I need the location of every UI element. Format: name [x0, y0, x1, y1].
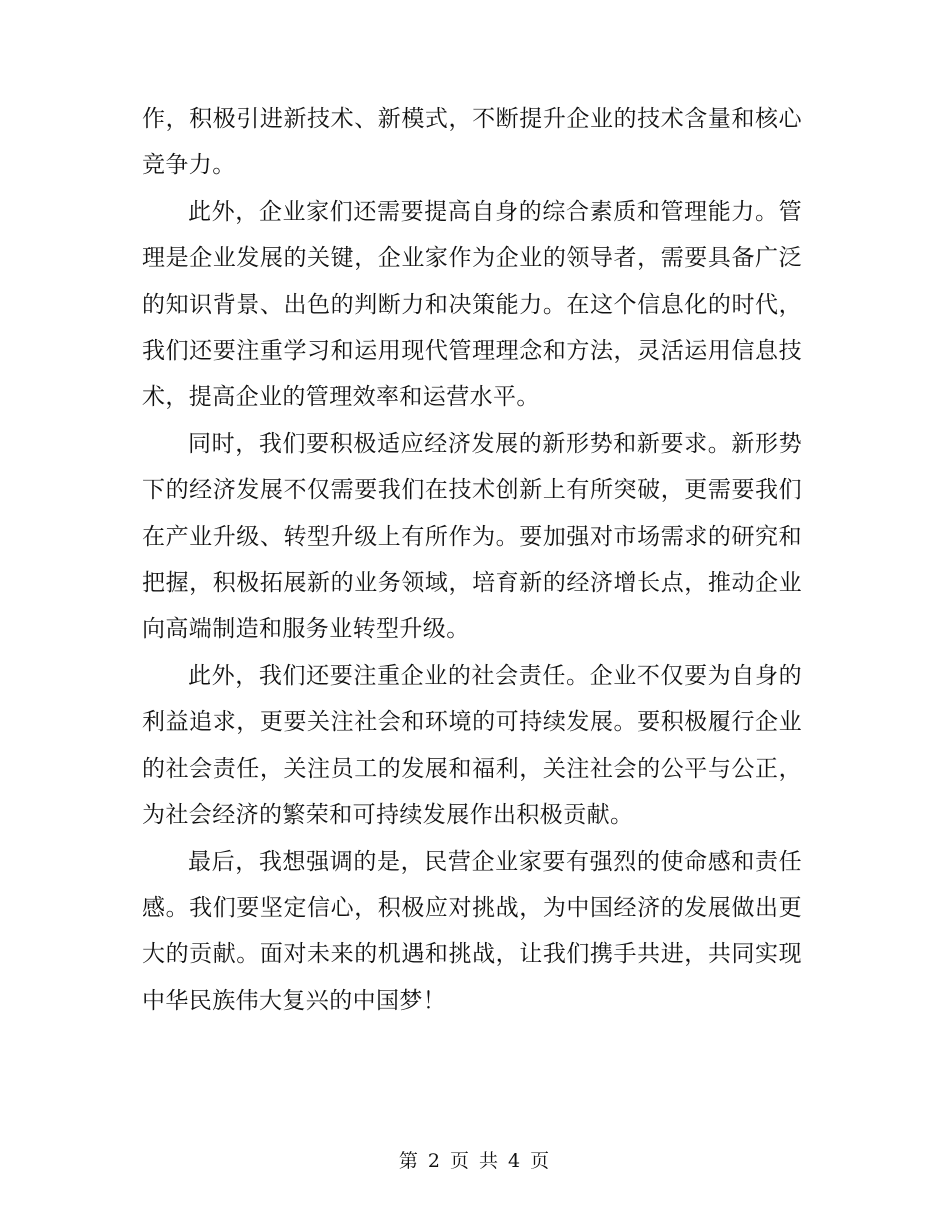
paragraph-conclusion: 最后，我想强调的是，民营企业家要有强烈的使命感和责任感。我们要坚定信心，积极应对挑战，为中国经济的发展做出更大的贡献。面对未来的机遇和挑战，让我们携手共进，共同实现中华民族伟大复兴的中国梦！ — [142, 848, 802, 1014]
body-text — [142, 96, 802, 1024]
paragraph-social-responsibility: 此外，我们还要注重企业的社会责任。企业不仅要为自身的利益追求，更要关注社会和环境的可持续发展。要积极履行企业的社会责任，关注员工的发展和福利，关注社会的公平与公正，为社会经济的繁荣和可持续发展作出积极贡献。 — [142, 662, 802, 829]
paragraph-continuation: 作，积极引进新技术、新模式，不断提升企业的技术含量和核心竞争力。 — [142, 106, 802, 179]
page-number-footer: 第 2 页 共 4 页 — [398, 1150, 552, 1172]
paragraph-economic-development: 同时，我们要积极适应经济发展的新形势和新要求。新形势下的经济发展不仅需要我们在技术创新上有所突破，更需要我们在产业升级、转型升级上有所作为。要加强对市场需求的研究和把握，积极拓展新的业务领域，培育新的经济增长点，推动企业向高端制造和服务业转型升级。 — [142, 430, 802, 643]
paragraph-management: 此外，企业家们还需要提高自身的综合素质和管理能力。管理是企业发展的关键，企业家作为企业的领导者，需要具备广泛的知识背景、出色的判断力和决策能力。在这个信息化的时代，我们还要注重学习和运用现代管理理念和方法，灵活运用信息技术，提高企业的管理效率和运营水平。 — [142, 198, 802, 411]
